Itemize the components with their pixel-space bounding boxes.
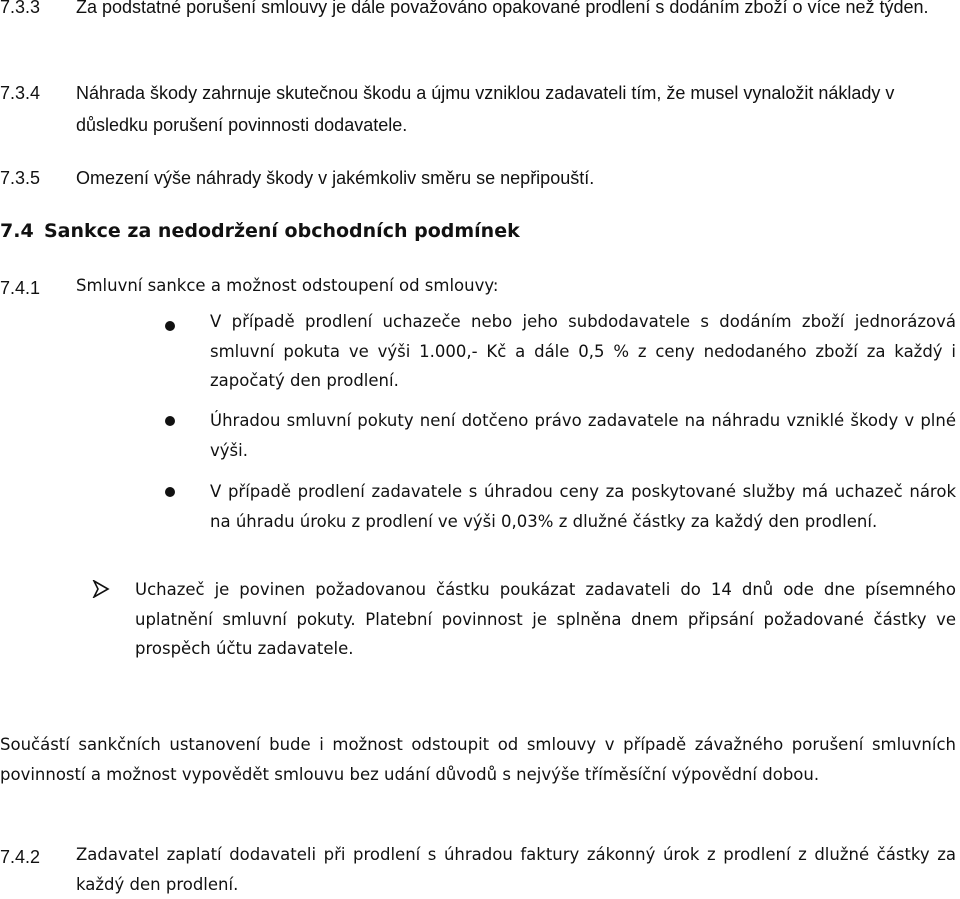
- section-number: 7.3.3: [0, 0, 41, 17]
- section-number: 7.3.5: [0, 168, 41, 188]
- subsection-number: 7.4.1: [0, 278, 41, 298]
- subsection-text: Zadavatel zaplatí dodavateli při prodlení s úhradou faktury zákonný úrok z prodlení z dlužné částky za každý den prodlení.: [76, 845, 956, 894]
- bullet-text: V případě prodlení uchazeče nebo jeho subdodavatele s dodáním zboží jednorázová smluvní pokuta ve výši 1.000,- Kč a dále 0,5 % z ceny nedodaného zboží za každý i započatý den prodlení.: [210, 312, 956, 390]
- bullet-icon: [165, 321, 175, 331]
- bullet-icon: [165, 487, 175, 497]
- bullet-text: V případě prodlení zadavatele s úhradou ceny za poskytované služby má uchazeč nárok na úhradu úroku z prodlení ve výši 0,03% z dlužné částky za každý den prodlení.: [210, 482, 956, 531]
- arrow-item-text: Uchazeč je povinen požadovanou částku poukázat zadavateli do 14 dnů ode dne písemného uplatnění smluvní pokuty. Platební povinnost je splněna dnem připsání požadované částky ve prospěch účtu zadavatele.: [135, 580, 956, 658]
- arrow-bullet-icon: [92, 580, 110, 598]
- heading-text: Sankce za nedodržení obchodních podmínek: [44, 220, 520, 242]
- bullet-text: Úhradou smluvní pokuty není dotčeno právo zadavatele na náhradu vzniklé škody v plné výši.: [210, 411, 956, 460]
- subsection-number: 7.4.2: [0, 847, 41, 867]
- heading-number: 7.4: [0, 220, 34, 242]
- bullet-icon: [165, 416, 175, 426]
- section-text: Omezení výše náhrady škody v jakémkoliv směru se nepřipouští.: [76, 168, 595, 188]
- section-text: Náhrada škody zahrnuje skutečnou škodu a újmu vzniklou zadavateli tím, že musel vynaložit náklady v důsledku porušení povinnosti dodavatele.: [76, 83, 895, 135]
- section-text: Za podstatné porušení smlouvy je dále považováno opakované prodlení s dodáním zboží o více než týden.: [76, 0, 929, 17]
- paragraph: Součástí sankčních ustanovení bude i možnost odstoupit od smlouvy v případě závažného porušení smluvních povinností a možnost vypovědět smlouvu bez udání důvodů s nejvýše tříměsíční výpovědní dobou.: [0, 735, 956, 784]
- section-heading: [0, 215, 520, 247]
- subsection-text: Smluvní sankce a možnost odstoupení od smlouvy:: [76, 276, 499, 295]
- section-number: 7.3.4: [0, 83, 41, 103]
